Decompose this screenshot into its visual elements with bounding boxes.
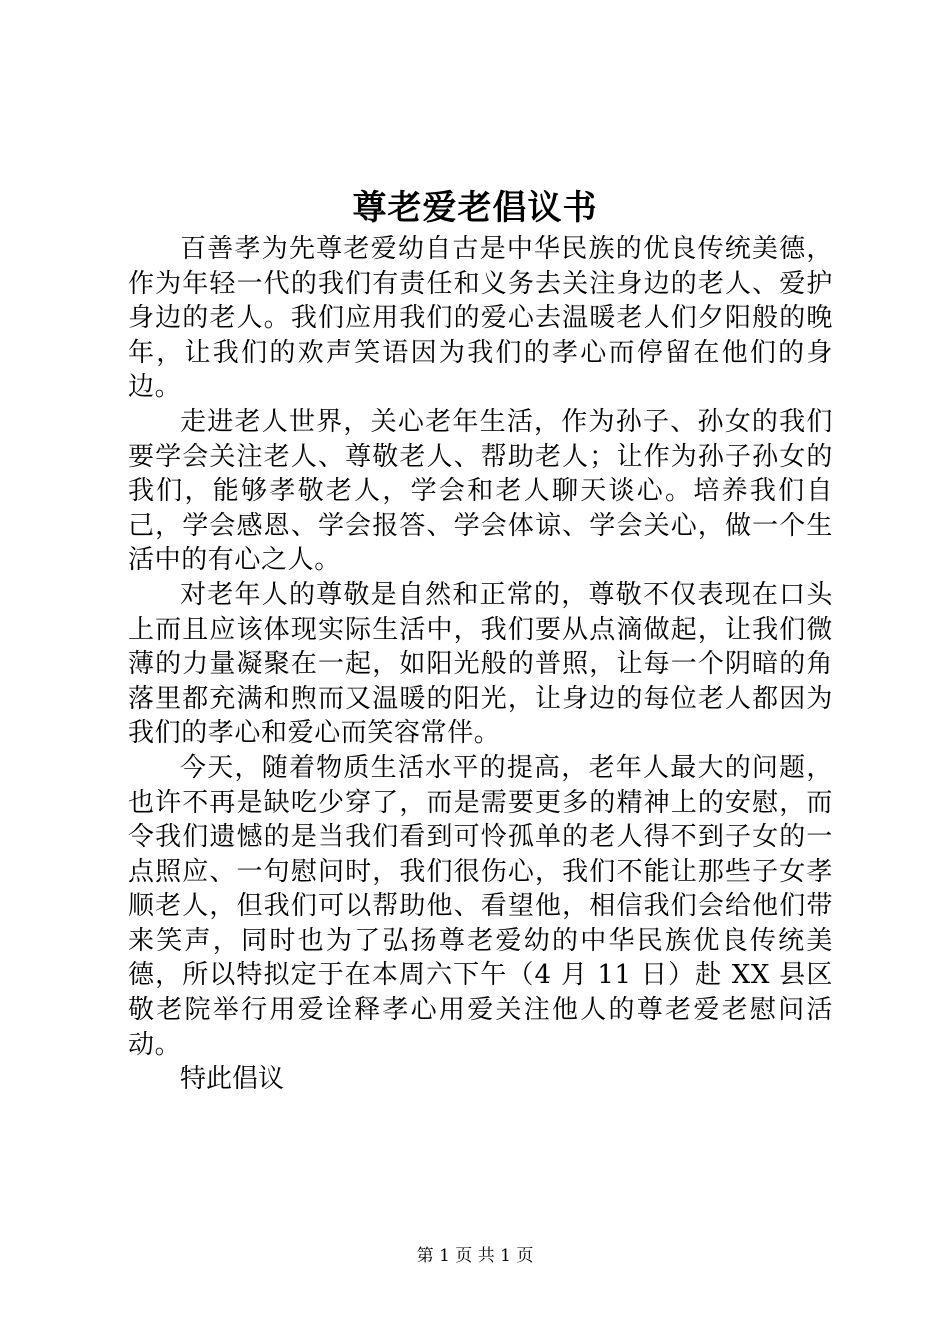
paragraph-3: 对老年人的尊敬是自然和正常的，尊敬不仅表现在口头上而且应该体现实际生活中，我们要从点滴做起，让我们微薄的力量凝聚在一起，如阳光般的普照，让每一个阴暗的角落里都充满和煦而又温暖的阳光，让身边的每位老人都因为我们的孝心和爱心而笑容常伴。 <box>128 579 833 749</box>
page-footer: 第 1 页 共 1 页 <box>416 1246 534 1266</box>
document-body <box>128 232 833 1097</box>
document-title: 尊老爱老倡议书 <box>352 188 598 228</box>
paragraph-4: 今天，随着物质生活水平的提高，老年人最大的问题，也许不再是缺吃少穿了，而是需要更多的精神上的安慰，而令我们遗憾的是当我们看到可怜孤单的老人得不到子女的一点照应、一句慰问时，我们很伤心，我们不能让那些子女孝顺老人，但我们可以帮助他、看望他，相信我们会给他们带来笑声，同时也为了弘扬尊老爱幼的中华民族优良传统美德，所以特拟定于在本周六下午（4 月 11 日）赴 XX 县区敬老院举行用爱诠释孝心用爱关注他人的尊老爱老慰问活动。 <box>128 752 833 1060</box>
closing-line: 特此倡议 <box>180 1064 285 1095</box>
paragraph-1: 百善孝为先尊老爱幼自古是中华民族的优良传统美德，作为年轻一代的我们有责任和义务去关注身边的老人、爱护身边的老人。我们应用我们的爱心去温暖老人们夕阳般的晚年，让我们的欢声笑语因为我们的孝心而停留在他们的身边。 <box>128 234 833 403</box>
paragraph-2: 走进老人世界，关心老年生活，作为孙子、孙女的我们要学会关注老人、尊敬老人、帮助老人；让作为孙子孙女的我们，能够孝敬老人，学会和老人聊天谈心。培养我们自己，学会感恩、学会报答、学会体谅、学会关心，做一个生活中的有心之人。 <box>128 406 833 576</box>
